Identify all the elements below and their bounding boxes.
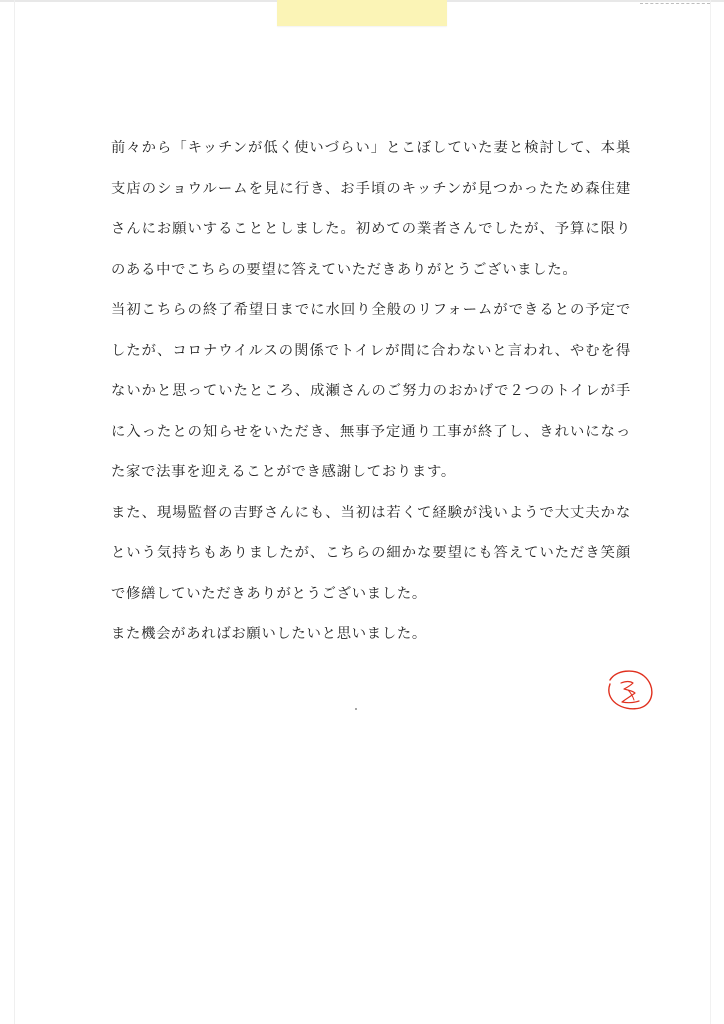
handwritten-red-circle-seal-icon: [600, 668, 656, 712]
scan-edge-right: [710, 0, 711, 1024]
letter-paragraph-2: 当初こちらの終了希望日までに水回り全般のリフォームができるとの予定でしたが、コロナウイルスの関係でトイレが間に合わないと言われ、やむを得ないかと思っていたところ、成瀬さんのご努力のおかげで２つのトイレが手に入ったとの知らせをいただき、無事予定通り工事が終了し、きれいになった家で法事を迎えることができ感謝しております。: [111, 302, 631, 480]
letter-paragraph-1: 前々から「キッチンが低く使いづらい」とこぼしていた妻と検討して、本巣支店のショウルームを見に行き、お手頃のキッチンが見つかったため森住建さんにお願いすることとしました。初めての業者さんでしたが、予算に限りのある中でこちらの要望に答えていただきありがとうございました。: [111, 140, 631, 278]
sticky-note: [277, 0, 447, 26]
letter-paragraph-3: また、現場監督の吉野さんにも、当初は若くて経験が浅いようで大丈夫かなという気持ちもありましたが、こちらの細かな要望にも答えていただき笑顔で修繕していただきありがとうございました。: [111, 504, 631, 602]
letter-paragraph-4: また機会があればお願いしたいと思いました。: [111, 626, 427, 642]
scan-dashed-line: [640, 3, 710, 4]
scan-speck: [355, 708, 357, 710]
letter-body: [111, 128, 631, 655]
scan-edge-left: [14, 0, 15, 1024]
